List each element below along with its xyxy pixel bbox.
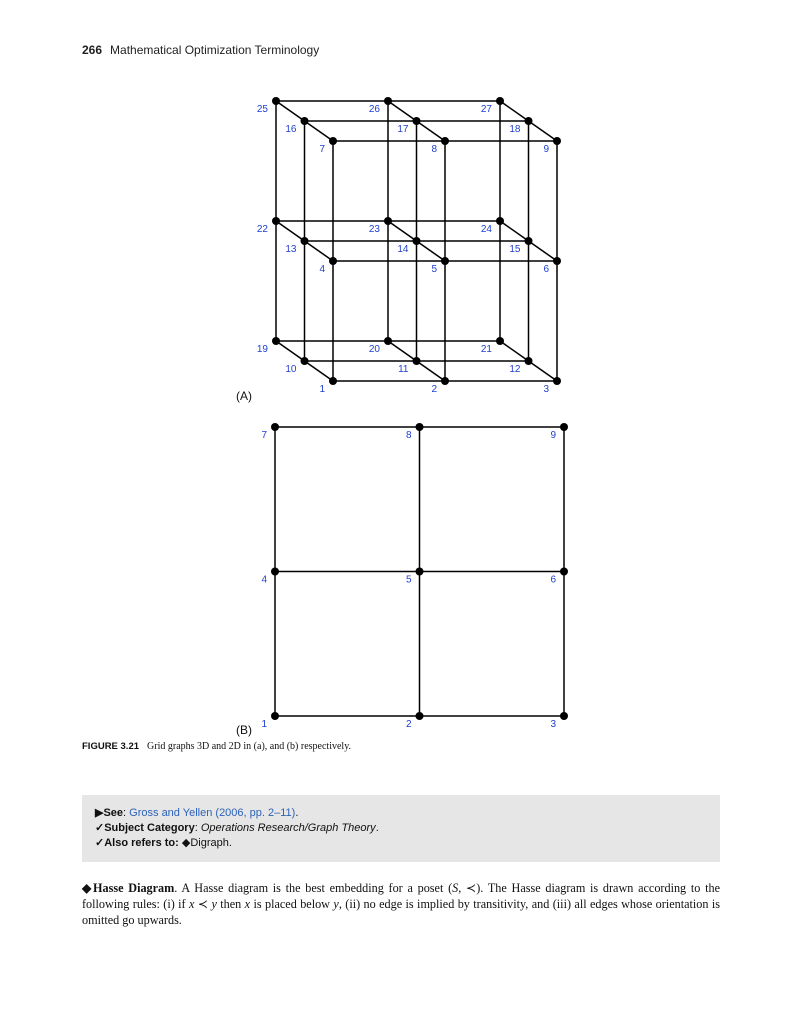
entry-text-4: then [216, 897, 245, 911]
entry-math-5: y [333, 897, 339, 911]
grid-3d-node-label: 3 [543, 384, 549, 395]
entry-text-3: ≺ [194, 897, 212, 911]
caption-text: Grid graphs 3D and 2D in (a), and (b) respectively. [147, 741, 352, 752]
grid-3d-node-label: 9 [543, 144, 549, 155]
grid-2d-node [560, 568, 568, 576]
grid-2d-node [271, 568, 279, 576]
grid-2d-node [416, 423, 424, 431]
also-line: ✓Also refers to: ◆Digraph. [95, 837, 232, 849]
grid-3d-node-label: 23 [368, 224, 380, 235]
grid-2d-node-label: 9 [550, 430, 556, 441]
grid-2d-node-label: 6 [550, 574, 556, 586]
grid-3d-node-label: 6 [543, 264, 549, 275]
subject-label: ✓Subject Category [95, 822, 195, 834]
figure-caption [82, 741, 351, 752]
grid-2d-node [560, 423, 568, 431]
entry-math-4: x [244, 897, 251, 911]
panel-b-label: (B) [236, 723, 252, 737]
grid-2d-node-label: 2 [405, 719, 412, 730]
grid-3d-node-label: 19 [256, 344, 268, 355]
grid-3d-node-label: 14 [397, 244, 409, 255]
caption-number: FIGURE 3.21 [82, 741, 140, 752]
grid-3d-node-label: 7 [319, 144, 325, 155]
subject-value: Operations Research/Graph Theory [200, 822, 376, 834]
grid-2d-node [271, 712, 279, 720]
entry-text-5: is placed below [250, 897, 334, 911]
grid-3d-node-label: 12 [509, 364, 521, 375]
grid-2d-node [416, 568, 424, 576]
see-also-box [82, 795, 720, 862]
grid-3d-node-label: 11 [398, 364, 409, 375]
see-label: ▶See [95, 807, 124, 819]
grid-3d-node-label: 16 [285, 124, 297, 135]
grid-3d-node-label: 10 [285, 364, 297, 375]
entry-text-6: , (ii) no edge is implied by transitivity, and (iii) all edges whose orientation is omitted go upwards. [82, 897, 720, 927]
grid-2d-node-label: 7 [261, 430, 267, 441]
grid-3d-node-label: 15 [509, 244, 521, 255]
grid-3d-node-label: 5 [431, 264, 437, 275]
entry-term: ◆Hasse Diagram [82, 881, 175, 895]
grid-3d-node-label: 22 [256, 224, 268, 235]
see-reference-link[interactable]: Gross and Yellen (2006, pp. 2–11) [129, 807, 296, 819]
see-line: ▶See: Gross and Yellen (2006, pp. 2–11). [95, 807, 299, 819]
page-number: 266 [82, 43, 103, 57]
running-title: Mathematical Optimization Terminology [110, 43, 320, 57]
grid-3d-node-label: 21 [480, 344, 492, 355]
grid-3d-node-label: 25 [256, 104, 268, 115]
entry-math-1: S [452, 881, 459, 895]
grid-2d-node [416, 712, 424, 720]
grid-2d-node [271, 423, 279, 431]
grid-2d-node-label: 5 [405, 574, 412, 586]
entry-math-3: y [211, 897, 217, 911]
grid-3d-node-label: 4 [319, 264, 325, 275]
grid-3d-node-label: 1 [319, 384, 325, 395]
panel-a-label: (A) [236, 389, 252, 403]
also-value-link[interactable]: ◆Digraph [181, 837, 229, 849]
grid-2d-node-label: 3 [550, 719, 556, 730]
grid-3d-node-label: 17 [397, 124, 409, 135]
entry-math-2: x [189, 897, 195, 911]
grid-2d-node-label: 1 [261, 719, 267, 730]
grid-3d-node-label: 26 [368, 104, 380, 115]
entry-text-1: . A Hasse diagram is the best embedding for a poset ( [174, 881, 453, 895]
entry-text-2: , ≺). The Hasse diagram is drawn according to the following rules: (i) if [82, 881, 720, 911]
grid-2d-node-label: 8 [405, 430, 412, 441]
grid-3d-node-label: 13 [285, 244, 297, 255]
grid-3d-node-label: 27 [480, 104, 492, 115]
grid-2d-node-label: 4 [261, 574, 267, 586]
hasse-diagram-entry [82, 880, 720, 928]
grid-2d-node [560, 712, 568, 720]
grid-3d-node-label: 18 [509, 124, 521, 135]
subject-line: ✓Subject Category: Operations Research/Graph Theory. [95, 822, 379, 834]
grid-2d-labels [261, 430, 556, 730]
grid-3d-node-label: 20 [368, 344, 380, 355]
grid-3d-node-label: 24 [480, 224, 492, 235]
grid-3d-node-label: 2 [431, 384, 437, 395]
grid-3d-node-label: 8 [431, 144, 437, 155]
also-label: ✓Also refers to: [95, 837, 179, 849]
